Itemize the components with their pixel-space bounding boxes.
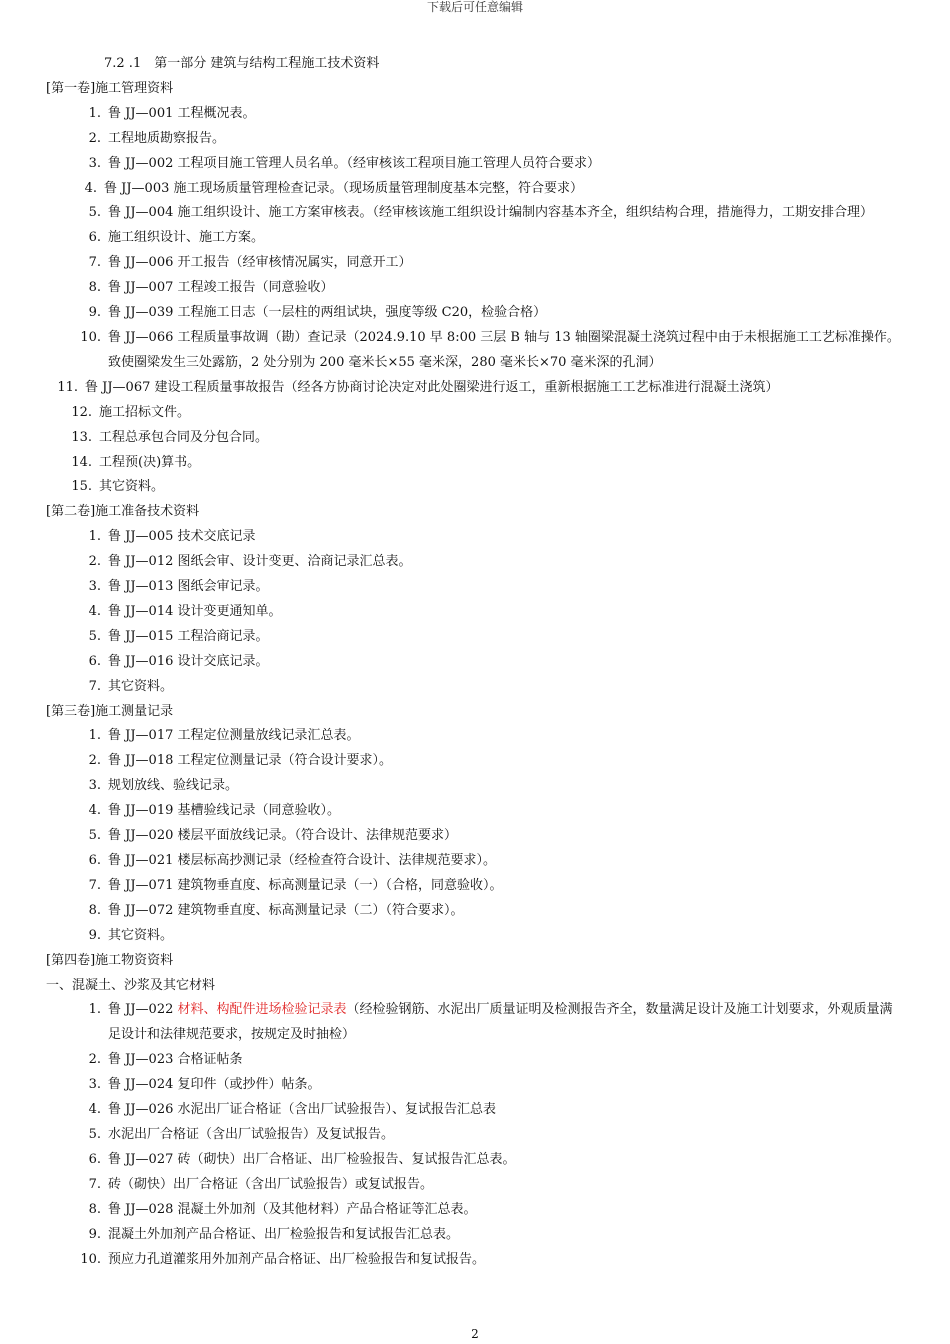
item-text: 水泥出厂合格证（含出厂试验报告）及复试报告。 (108, 1126, 395, 1142)
list-item (88, 550, 903, 575)
item-number: 3. (88, 155, 101, 171)
item-number: 1. (88, 728, 101, 744)
item-number: 9. (88, 305, 101, 321)
item-number: 2. (88, 130, 101, 146)
list-item (88, 201, 903, 226)
list-item (88, 625, 903, 650)
item-number: 5. (88, 205, 101, 221)
list-item (88, 1198, 903, 1223)
list-item (84, 177, 904, 202)
list-item (88, 1223, 903, 1248)
list-item (88, 650, 903, 675)
item-text: 鲁 JJ—006 开工报告（经审核情况属实，同意开工） (108, 255, 412, 271)
item-number: 2. (88, 1052, 101, 1068)
item-text: 鲁 JJ—028 混凝土外加剂（及其他材料）产品合格证等汇总表。 (108, 1201, 477, 1217)
item-number: 8. (88, 902, 101, 918)
list-item (88, 226, 903, 251)
item-text: 鲁 JJ—002 工程项目施工管理人员名单。（经审核该工程项目施工管理人员符合要求） (108, 155, 601, 171)
item-number: 1. (88, 1002, 101, 1018)
item-number: 7. (88, 678, 101, 694)
item-text: 鲁 JJ—019 基槽验线记录（同意验收）。 (108, 803, 341, 819)
list-item (88, 824, 903, 849)
item-number: 6. (88, 653, 101, 669)
item-number: 4. (88, 1102, 101, 1118)
item-number: 8. (88, 280, 101, 296)
list-item (88, 152, 903, 177)
item-text: 鲁 JJ—013 图纸会审记录。 (108, 579, 269, 595)
list-item (88, 724, 903, 749)
item-text: 鲁 JJ—072 建筑物垂直度、标高测量记录（二）（符合要求）。 (108, 902, 464, 918)
item-text: 鲁 JJ—026 水泥出厂证合格证（含出厂试验报告）、复试报告汇总表 (108, 1102, 497, 1118)
list-item (88, 874, 903, 899)
item-number: 14. (71, 454, 92, 470)
item-text: 工程地质勘察报告。 (108, 130, 226, 146)
item-text: 混凝土外加剂产品合格证、出厂检验报告和复试报告汇总表。 (108, 1226, 460, 1242)
item-number: 5. (88, 628, 101, 644)
item-number: 12. (71, 404, 92, 420)
item-number: 6. (88, 853, 101, 868)
list-item (88, 600, 903, 625)
item-number: 7. (88, 255, 101, 271)
item-number: 2. (88, 753, 101, 769)
list-item (71, 426, 904, 451)
item-text: 鲁 JJ—015 工程洽商记录。 (108, 628, 269, 644)
item-number: 15. (71, 479, 92, 495)
item-text: 鲁 JJ—066 工程质量事故调（勘）查记录（2024.9.10 早 8:00 三层 B 轴与 13 轴圈梁混凝土浇筑过程中由于未根据施工工艺标准操作。致使圈梁发生三处露筋，2 处分别为 200 毫米长×55 毫米深，280 毫米长×70 毫米深的孔洞） (108, 329, 900, 370)
volume-heading: [第四卷]施工物资资料 (46, 952, 174, 968)
list-item (88, 251, 903, 276)
item-text: 其它资料。 (99, 479, 165, 495)
item-number: 2. (88, 554, 101, 570)
list-item (88, 675, 903, 700)
item-text: 工程总承包合同及分包合同。 (99, 429, 269, 445)
item-text: 鲁 JJ—003 施工现场质量管理检查记录。（现场质量管理制度基本完整，符合要求） (104, 180, 584, 196)
item-number: 3. (88, 1077, 101, 1093)
item-number: 8. (88, 1201, 101, 1217)
list-item (71, 401, 904, 426)
item-text: 鲁 JJ—007 工程竣工报告（同意验收） (108, 280, 334, 296)
item-text: 其它资料。 (108, 678, 174, 694)
header-note: 下载后可任意编辑 (426, 0, 523, 14)
list-item (57, 376, 905, 401)
item-text-prefix: 鲁 JJ—022 (108, 1002, 178, 1018)
item-text: 施工组织设计、施工方案。 (108, 230, 265, 246)
item-text: 鲁 JJ—021 楼层标高抄测记录（经检查符合设计、法律规范要求）。 (108, 853, 497, 868)
item-number: 6. (88, 1151, 101, 1167)
item-number: 9. (88, 1226, 101, 1242)
list-item (71, 451, 904, 476)
item-number: 4. (88, 603, 101, 619)
item-number: 4. (84, 180, 97, 196)
list-item (88, 276, 903, 301)
item-number: 5. (88, 828, 101, 844)
document-body (0, 52, 950, 1272)
item-number: 3. (88, 579, 101, 595)
list-item (88, 799, 903, 824)
section-title: 7.2 .1 第一部分 建筑与结构工程施工技术资料 (104, 56, 380, 71)
item-number: 7. (88, 1176, 101, 1192)
list-item (88, 1148, 903, 1173)
list-item (80, 1248, 903, 1273)
list-item (88, 102, 903, 127)
item-text: 砖（砌快）出厂合格证（含出厂试验报告）或复试报告。 (108, 1176, 434, 1192)
item-number: 6. (88, 230, 101, 246)
item-number: 1. (88, 105, 101, 121)
volume-heading: [第二卷]施工准备技术资料 (46, 504, 200, 520)
list-item (88, 924, 903, 949)
item-text: 工程预(决)算书。 (99, 454, 201, 470)
item-text: 其它资料。 (108, 927, 174, 943)
list-item (88, 301, 903, 326)
item-number: 9. (88, 927, 101, 943)
item-number: 7. (88, 877, 101, 893)
item-number: 13. (71, 429, 92, 445)
item-text: 鲁 JJ—027 砖（砌快）出厂合格证、出厂检验报告、复试报告汇总表。 (108, 1151, 516, 1167)
subsection-heading: 一、混凝土、沙浆及其它材料 (46, 977, 216, 993)
list-item (80, 326, 903, 376)
item-text: 预应力孔道灌浆用外加剂产品合格证、出厂检验报告和复试报告。 (108, 1251, 486, 1267)
list-item (88, 1048, 903, 1073)
item-text: 鲁 JJ—023 合格证帖条 (108, 1052, 243, 1068)
item-text: 鲁 JJ—024 复印件（或抄件）帖条。 (108, 1077, 321, 1093)
list-item (88, 1123, 903, 1148)
item-text: 鲁 JJ—004 施工组织设计、施工方案审核表。（经审核该施工组织设计编制内容基本齐全，组织结构合理，措施得力，工期安排合理） (108, 205, 874, 221)
item-text: 鲁 JJ—067 建设工程质量事故报告（经各方协商讨论决定对此处圈梁进行返工，重新根据施工工艺标准进行混凝土浇筑） (85, 379, 779, 395)
volume-heading: [第一卷]施工管理资料 (46, 80, 174, 96)
list-item (88, 749, 903, 774)
list-item (88, 1173, 903, 1198)
item-text: 规划放线、验线记录。 (108, 778, 239, 794)
item-text-suffix: （经检验钢筋、水泥出厂质量证明及检测报告齐全，数量满足设计及施工计划要求，外观质量满足设计和法律规范要求，按规定及时抽检） (108, 1002, 893, 1043)
list-item (88, 849, 903, 874)
list-item (88, 774, 903, 799)
item-number: 10. (80, 329, 101, 345)
item-text: 鲁 JJ—014 设计变更通知单。 (108, 603, 282, 619)
list-item (88, 998, 903, 1048)
list-item (88, 899, 903, 924)
volume-heading: [第三卷]施工测量记录 (46, 703, 174, 719)
item-number: 11. (57, 379, 78, 395)
item-text (108, 998, 903, 1048)
item-number: 4. (88, 803, 101, 819)
item-text: 鲁 JJ—005 技术交底记录 (108, 529, 256, 545)
item-text: 鲁 JJ—039 工程施工日志（一层柱的两组试块，强度等级 C20，检验合格） (108, 305, 547, 321)
item-text: 施工招标文件。 (99, 404, 191, 420)
list-item (88, 127, 903, 152)
list-item (71, 475, 904, 500)
item-number: 1. (88, 529, 101, 545)
item-text: 鲁 JJ—071 建筑物垂直度、标高测量记录（一）（合格，同意验收）。 (108, 877, 503, 893)
item-text: 鲁 JJ—017 工程定位测量放线记录汇总表。 (108, 728, 360, 744)
list-item (88, 1073, 903, 1098)
item-text: 鲁 JJ—016 设计交底记录。 (108, 653, 269, 669)
item-text: 鲁 JJ—012 图纸会审、设计变更、洽商记录汇总表。 (108, 554, 412, 570)
list-item (88, 575, 903, 600)
list-item (88, 1098, 903, 1123)
item-text: 鲁 JJ—018 工程定位测量记录（符合设计要求）。 (108, 753, 393, 769)
item-number: 10. (80, 1251, 101, 1267)
item-text-highlight: 材料、构配件进场检验记录表 (177, 1002, 347, 1018)
page-number: 2 (471, 1327, 479, 1341)
item-number: 5. (88, 1126, 101, 1142)
item-number: 3. (88, 778, 101, 794)
item-text: 鲁 JJ—001 工程概况表。 (108, 105, 256, 121)
list-item (88, 525, 903, 550)
item-text: 鲁 JJ—020 楼层平面放线记录。（符合设计、法律规范要求） (108, 828, 458, 844)
